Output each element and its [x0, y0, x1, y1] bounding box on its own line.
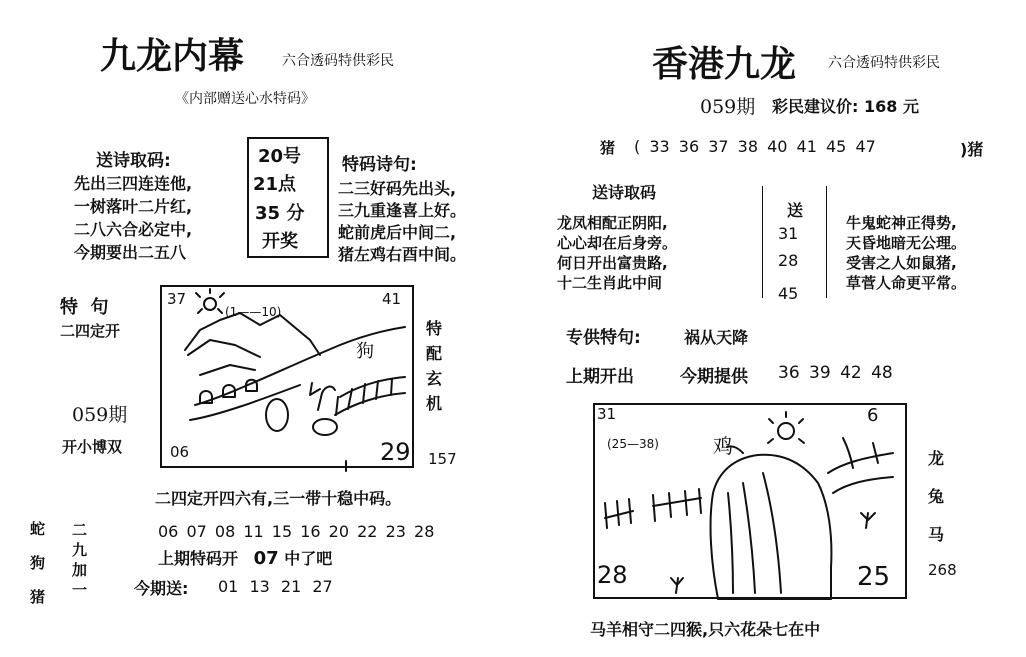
plant-icon	[861, 513, 875, 528]
right-last-label: 上期开出	[566, 367, 634, 387]
left-last-line	[158, 546, 332, 569]
left-gift-note: 《内部赠送心水特码》	[175, 91, 315, 107]
special-poem-line: 猪左鸡右酉中间。	[338, 245, 467, 264]
left-vertical-char: 二	[72, 521, 88, 539]
right-poem-line: 何日开出富贵路,	[557, 254, 668, 272]
left-sketch-number-tr: 41	[382, 290, 402, 308]
fence-icon	[605, 499, 633, 528]
special-poem-heading: 特码诗句:	[342, 155, 417, 175]
right-poem2-block	[846, 213, 966, 293]
left-side-char: 特	[426, 319, 443, 338]
left-sketch-number-tl: 37	[167, 290, 187, 308]
left-last-suffix: 中了吧	[284, 549, 333, 568]
sun-icon	[778, 423, 794, 439]
right-price: 彩民建议价: 168 元	[772, 97, 919, 116]
right-pig-numbers: ( 33 36 37 38 40 41 45 47	[634, 137, 876, 156]
right-poem-heading: 送诗取码	[592, 183, 657, 202]
special-phrase-label: 特 句	[60, 297, 109, 318]
right-issue: 059期	[700, 96, 756, 118]
left-poem-line: 一树落叶二片红,	[74, 197, 193, 216]
right-side-number: 268	[928, 561, 957, 579]
left-poem-line: 二八六合必定中,	[74, 220, 193, 239]
left-side-char: 配	[426, 344, 443, 363]
right-title: 香港九龙	[652, 43, 797, 85]
special-poem-line: 蛇前虎后中间二,	[338, 223, 457, 242]
right-sketch-chicken: 鸡	[713, 434, 733, 458]
left-side-char: 玄	[426, 369, 443, 388]
left-last-label: 上期特码开	[158, 549, 239, 568]
right-side-char: 马	[928, 525, 945, 544]
right-poem2-line: 受害之人如鼠猪,	[846, 254, 957, 272]
left-sketch-illustration	[160, 285, 414, 468]
right-side-chars	[928, 440, 944, 554]
right-provide-label: 今期提供	[680, 367, 748, 387]
sun-icon	[204, 298, 216, 310]
left-vertical-char: 一	[72, 581, 88, 599]
left-zodiac-char: 狗	[30, 554, 46, 572]
right-special-text: 祸从天降	[684, 328, 749, 347]
left-numbers-row: 06 07 08 11 15 16 20 22 23 28	[158, 522, 435, 541]
right-sketch-number-tl: 31	[597, 405, 617, 423]
right-send-number: 45	[778, 284, 799, 303]
left-vertical-char: 加	[72, 561, 88, 579]
right-sketch-range: (25—38)	[607, 437, 659, 451]
left-sketch-dog: 狗	[356, 341, 374, 362]
left-sketch-range: (1——10)	[225, 305, 282, 319]
left-zodiac-char: 蛇	[30, 520, 46, 538]
right-divider-right	[826, 186, 827, 298]
left-vertical-char: 九	[72, 541, 88, 559]
left-send-label: 今期送:	[134, 579, 189, 598]
left-vertical-text	[72, 520, 87, 600]
left-send-numbers: 01 13 21 27	[218, 577, 333, 596]
right-poem2-line: 牛鬼蛇神正得势,	[846, 214, 957, 232]
right-special-label: 专供特句:	[566, 328, 641, 348]
right-footer: 马羊相守二四猴,只六花朵七在中	[590, 620, 821, 639]
left-sketch-number-bl: 06	[170, 443, 190, 461]
right-subtitle: 六合透码特供彩民	[828, 55, 940, 71]
draw-time-label: 开奖	[262, 231, 298, 252]
left-title: 九龙内幕	[100, 35, 245, 77]
left-side-char: 机	[426, 394, 443, 413]
special-poem-block	[338, 178, 466, 266]
left-last-number: 07	[253, 548, 279, 569]
left-side-number: 157	[428, 450, 457, 468]
right-sketch-number-tr: 6	[867, 405, 879, 426]
left-issue-hint: 开小博双	[62, 438, 123, 456]
right-sketch-number-br: 25	[857, 562, 891, 592]
special-poem-line: 二三好码先出头,	[338, 179, 457, 198]
right-poem-block	[557, 213, 677, 293]
right-provide-numbers: 36 39 42 48	[778, 363, 893, 383]
leaf-icon	[266, 399, 288, 431]
right-sketch-number-bl: 28	[597, 561, 628, 589]
left-poem-heading: 送诗取码:	[96, 151, 171, 171]
right-poem2-line: 天昏地暗无公理。	[846, 234, 967, 252]
left-poem-block	[74, 172, 192, 264]
left-summary: 二四定开四六有,三一带十稳中码。	[155, 489, 402, 508]
right-poem-line: 心心却在后身旁。	[557, 234, 678, 252]
left-sketch-number-br: 29	[380, 438, 411, 466]
special-phrase: 二四定开	[60, 322, 121, 340]
right-poem2-line: 草菅人命更平常。	[846, 274, 967, 292]
right-send-header: 送	[787, 201, 804, 220]
right-send-number: 31	[778, 224, 799, 243]
left-poem-line: 先出三四连连他,	[74, 174, 193, 193]
draw-time-minute: 35 分	[255, 203, 305, 224]
right-side-char: 龙	[928, 449, 945, 468]
rock-icon	[711, 455, 832, 599]
right-pig-label-right: )猪	[960, 140, 984, 159]
left-subtitle: 六合透码特供彩民	[282, 53, 394, 69]
right-pig-label-left: 猪	[600, 139, 616, 157]
right-sketch-illustration	[593, 403, 907, 599]
right-send-number: 28	[778, 251, 799, 270]
left-zodiac-column	[30, 512, 45, 614]
right-divider-left	[762, 186, 763, 298]
right-side-char: 兔	[928, 487, 945, 506]
mountain-icon	[185, 313, 320, 355]
left-poem-line: 今期要出二五八	[74, 243, 187, 262]
left-side-label	[426, 316, 442, 416]
draw-time-day: 20号	[258, 146, 302, 167]
right-poem-line: 十二生肖此中间	[557, 274, 663, 292]
special-poem-line: 三九重逢喜上好。	[338, 201, 467, 220]
left-issue: 059期	[72, 404, 128, 426]
road-curve-lower	[335, 377, 405, 415]
draw-time-hour: 21点	[253, 174, 297, 195]
right-poem-line: 龙凤相配正阴阳,	[557, 214, 668, 232]
left-zodiac-char: 猪	[30, 588, 46, 606]
